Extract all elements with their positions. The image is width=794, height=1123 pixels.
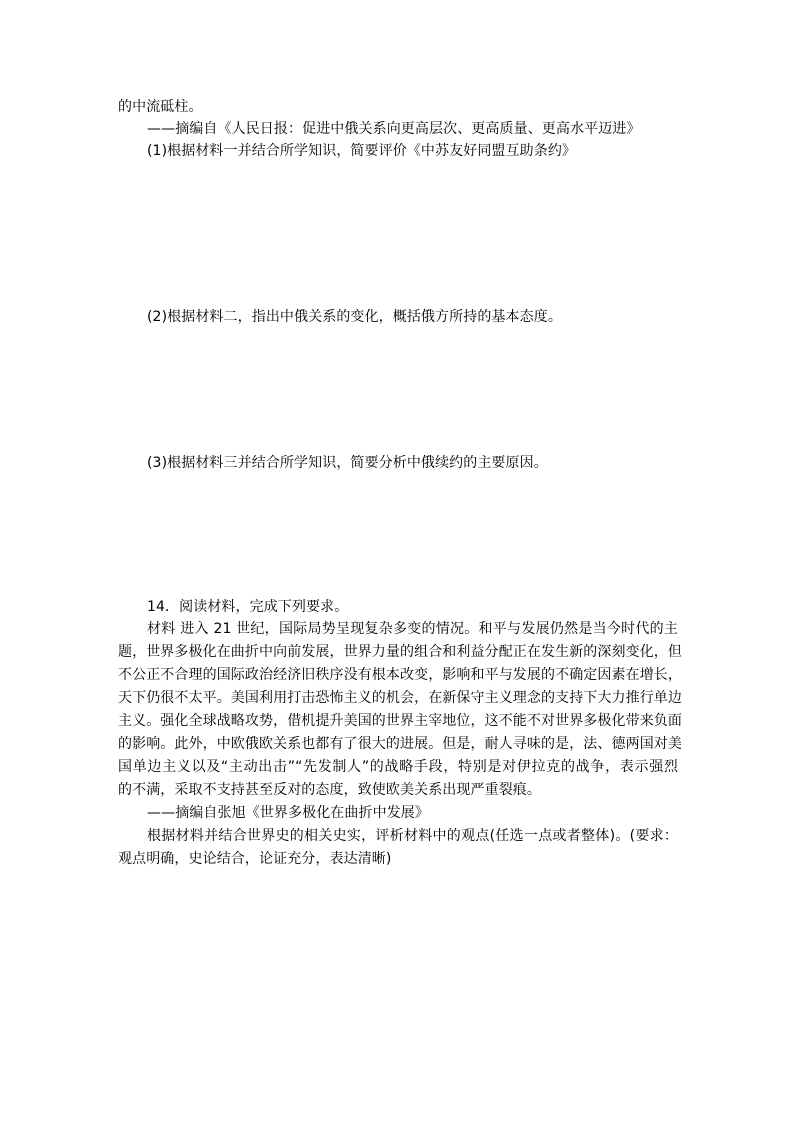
- material-source: ——摘编自《人民日报：促进中俄关系向更高层次、更高质量、更高水平迈进》: [147, 121, 641, 137]
- q14-source: ——摘编自张旭《世界多极化在曲折中发展》: [147, 805, 429, 821]
- q14-material-line: 的影响。此外，中欧俄欧关系也都有了很大的进展。但是，耐人寻味的是，法、德两国对美: [118, 736, 682, 752]
- question-1: (1)根据材料一并结合所学知识，简要评价《中苏友好同盟互助条约》: [147, 143, 577, 159]
- q14-material-line: 题，世界多极化在曲折中向前发展，世界力量的组合和利益分配正在发生新的深刻变化，但: [118, 644, 682, 660]
- q14-material-line: 材料 进入 21 世纪，国际局势呈现复杂多变的情况。和平与发展仍然是当今时代的主: [147, 621, 678, 637]
- question-3: (3)根据材料三并结合所学知识，简要分析中俄续约的主要原因。: [147, 455, 548, 471]
- material-continuation: 的中流砥柱。: [118, 99, 203, 115]
- q14-material-line: 国单边主义以及“主动出击”“先发制人”的战略手段，特别是对伊拉克的战争，表示强烈: [118, 759, 678, 775]
- question-2: (2)根据材料二，指出中俄关系的变化，概括俄方所持的基本态度。: [147, 309, 562, 325]
- q14-requirement-line: 根据材料并结合世界史的相关史实，评析材料中的观点(任选一点或者整体)。(要求：: [147, 828, 678, 844]
- q14-requirement-line: 观点明确，史论结合，论证充分，表达清晰): [118, 851, 392, 867]
- q14-material-line: 不公正不合理的国际政治经济旧秩序没有根本改变，影响和平与发展的不确定因素在增长，: [118, 667, 682, 683]
- q14-material-line: 的不满，采取不支持甚至反对的态度，致使欧美关系出现严重裂痕。: [118, 782, 541, 798]
- q14-material-line: 天下仍很不太平。美国利用打击恐怖主义的机会，在新保守主义理念的支持下大力推行单边: [118, 690, 682, 706]
- q14-material-line: 主义。强化全球战略攻势，借机提升美国的世界主宰地位，这不能不对世界多极化带来负面: [118, 713, 682, 729]
- q14-heading: 14．阅读材料，完成下列要求。: [147, 599, 349, 615]
